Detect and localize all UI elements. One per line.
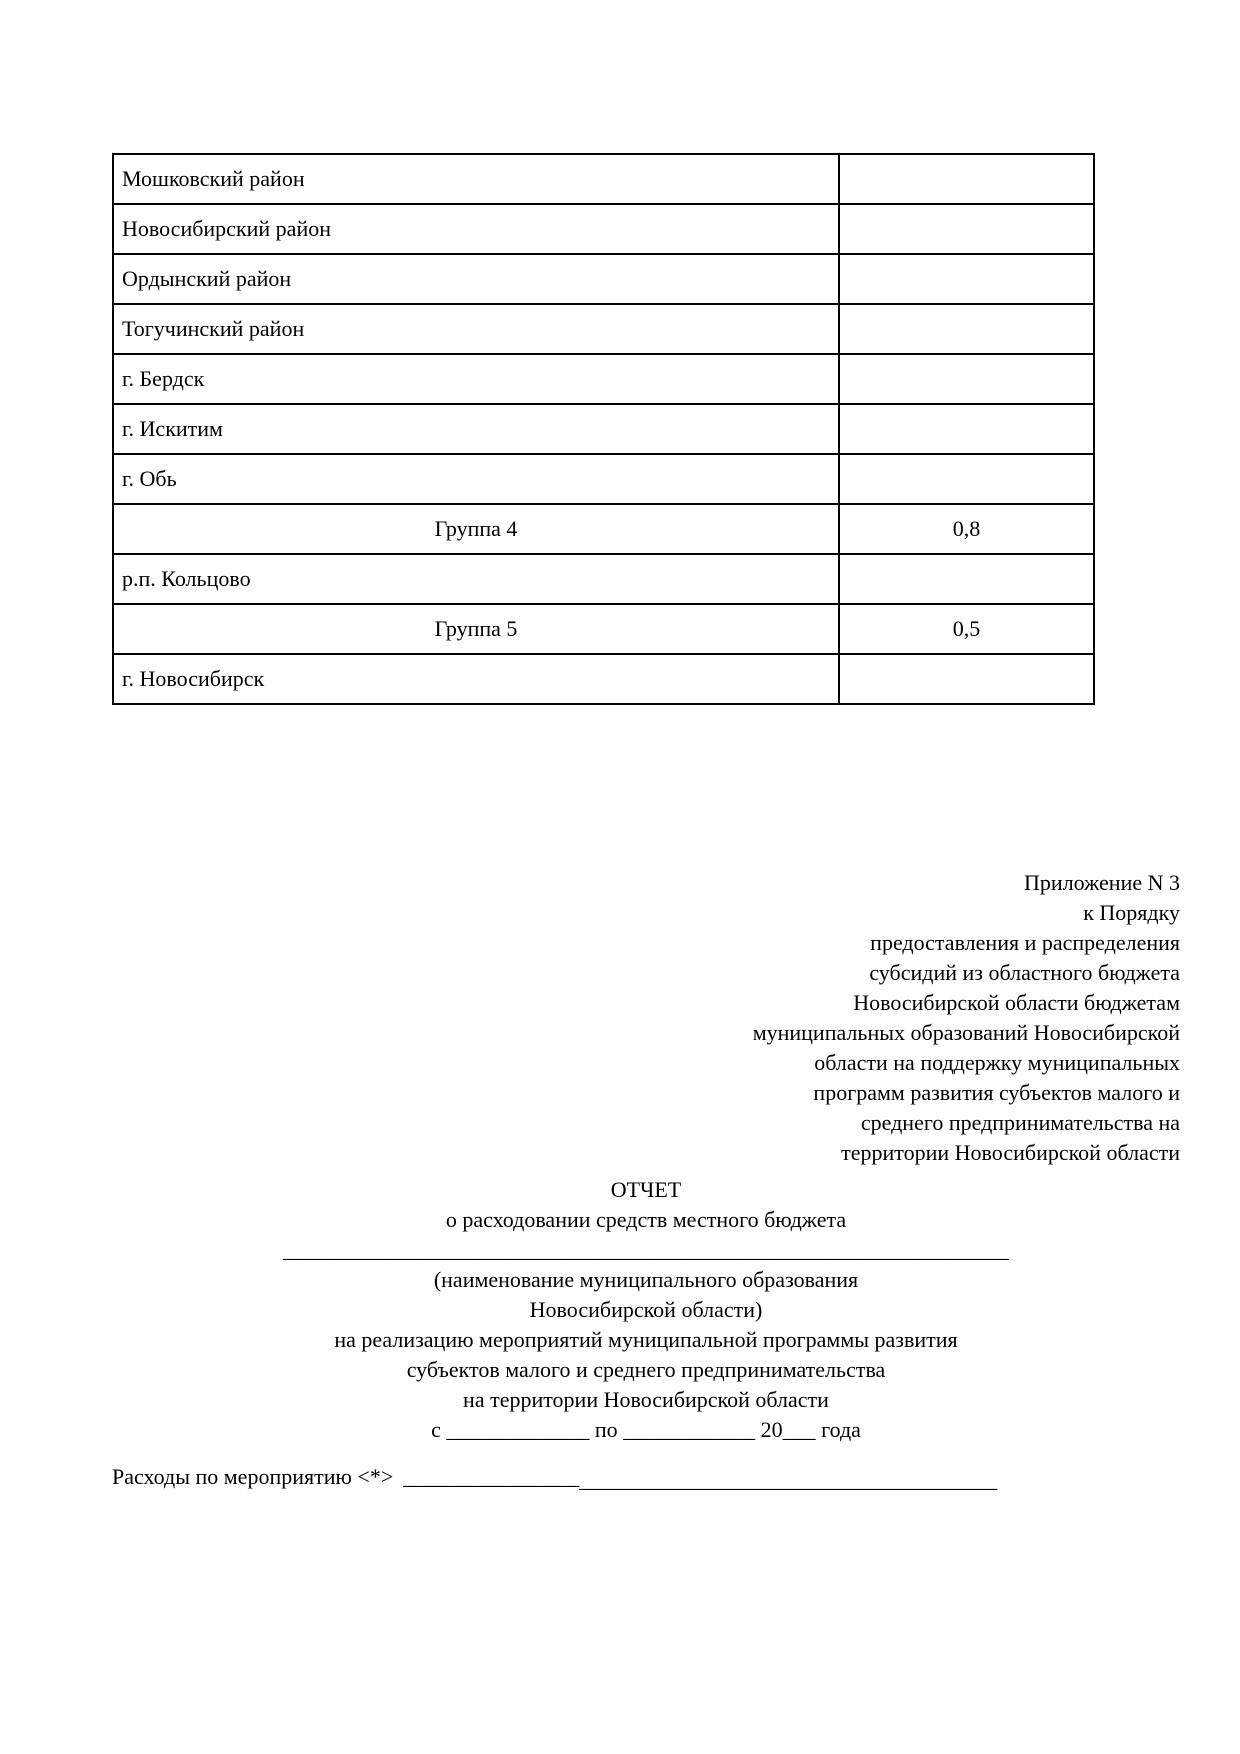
coefficient-cell: [839, 454, 1094, 504]
district-cell: г. Обь: [113, 454, 839, 504]
district-cell: г. Новосибирск: [113, 654, 839, 704]
appendix-line: к Порядку: [1083, 900, 1180, 925]
group-label-cell: Группа 4: [113, 504, 839, 554]
appendix-line: Приложение N 3: [1024, 870, 1180, 895]
report-title: ОТЧЕТ: [610, 1177, 682, 1202]
appendix-line: области на поддержку муниципальных: [814, 1050, 1180, 1075]
report-header: [112, 1175, 1180, 1445]
report-body-line: субъектов малого и среднего предпринимательства: [406, 1357, 886, 1382]
report-body-line: на реализацию мероприятий муниципальной программы развития: [334, 1327, 958, 1352]
appendix-line: среднего предпринимательства на: [860, 1110, 1180, 1135]
report-caption-line: (наименование муниципального образования: [433, 1267, 859, 1292]
appendix-line: программ развития субъектов малого и: [813, 1080, 1180, 1105]
district-cell: р.п. Кольцово: [113, 554, 839, 604]
expenses-line: [112, 1462, 997, 1492]
group-label-cell: Группа 5: [113, 604, 839, 654]
expenses-label: Расходы по мероприятию <*>: [112, 1464, 394, 1489]
table-row: [113, 454, 1094, 504]
group-row: [113, 604, 1094, 654]
appendix-line: территории Новосибирской области: [841, 1140, 1180, 1165]
group-coefficient-cell: 0,8: [839, 504, 1094, 554]
appendix-line: субсидий из областного бюджета: [869, 960, 1180, 985]
regions-table: [112, 153, 1095, 705]
district-cell: Новосибирский район: [113, 204, 839, 254]
appendix-block: [112, 868, 1180, 1168]
table-row: [113, 304, 1094, 354]
coefficient-cell: [839, 154, 1094, 204]
expenses-blank-long: ______________________________________: [579, 1467, 998, 1492]
table-row: [113, 554, 1094, 604]
table-row: [113, 204, 1094, 254]
report-body-line: на территории Новосибирской области: [463, 1387, 829, 1412]
group-row: [113, 504, 1094, 554]
coefficient-cell: [839, 204, 1094, 254]
expenses-blank-short: ________________: [403, 1464, 580, 1489]
report-subtitle: о расходовании средств местного бюджета: [445, 1207, 847, 1232]
table-row: [113, 404, 1094, 454]
report-period-line: с _____________ по ____________ 20___ года: [431, 1417, 861, 1442]
coefficient-cell: [839, 354, 1094, 404]
coefficient-cell: [839, 254, 1094, 304]
group-coefficient-cell: 0,5: [839, 604, 1094, 654]
table-row: [113, 354, 1094, 404]
coefficient-cell: [839, 404, 1094, 454]
report-caption-line: Новосибирской области): [529, 1297, 763, 1322]
coefficient-cell: [839, 654, 1094, 704]
district-cell: Ордынский район: [113, 254, 839, 304]
district-cell: г. Искитим: [113, 404, 839, 454]
appendix-line: Новосибирской области бюджетам: [853, 990, 1180, 1015]
district-cell: Тогучинский район: [113, 304, 839, 354]
appendix-line: предоставления и распределения: [870, 930, 1180, 955]
table-row: [113, 254, 1094, 304]
table-row: [113, 154, 1094, 204]
coefficient-cell: [839, 554, 1094, 604]
appendix-line: муниципальных образований Новосибирской: [752, 1020, 1180, 1045]
municipality-name-blank: __________________________________________________________________: [283, 1237, 1009, 1262]
table-row: [113, 654, 1094, 704]
district-cell: Мошковский район: [113, 154, 839, 204]
district-cell: г. Бердск: [113, 354, 839, 404]
coefficient-cell: [839, 304, 1094, 354]
